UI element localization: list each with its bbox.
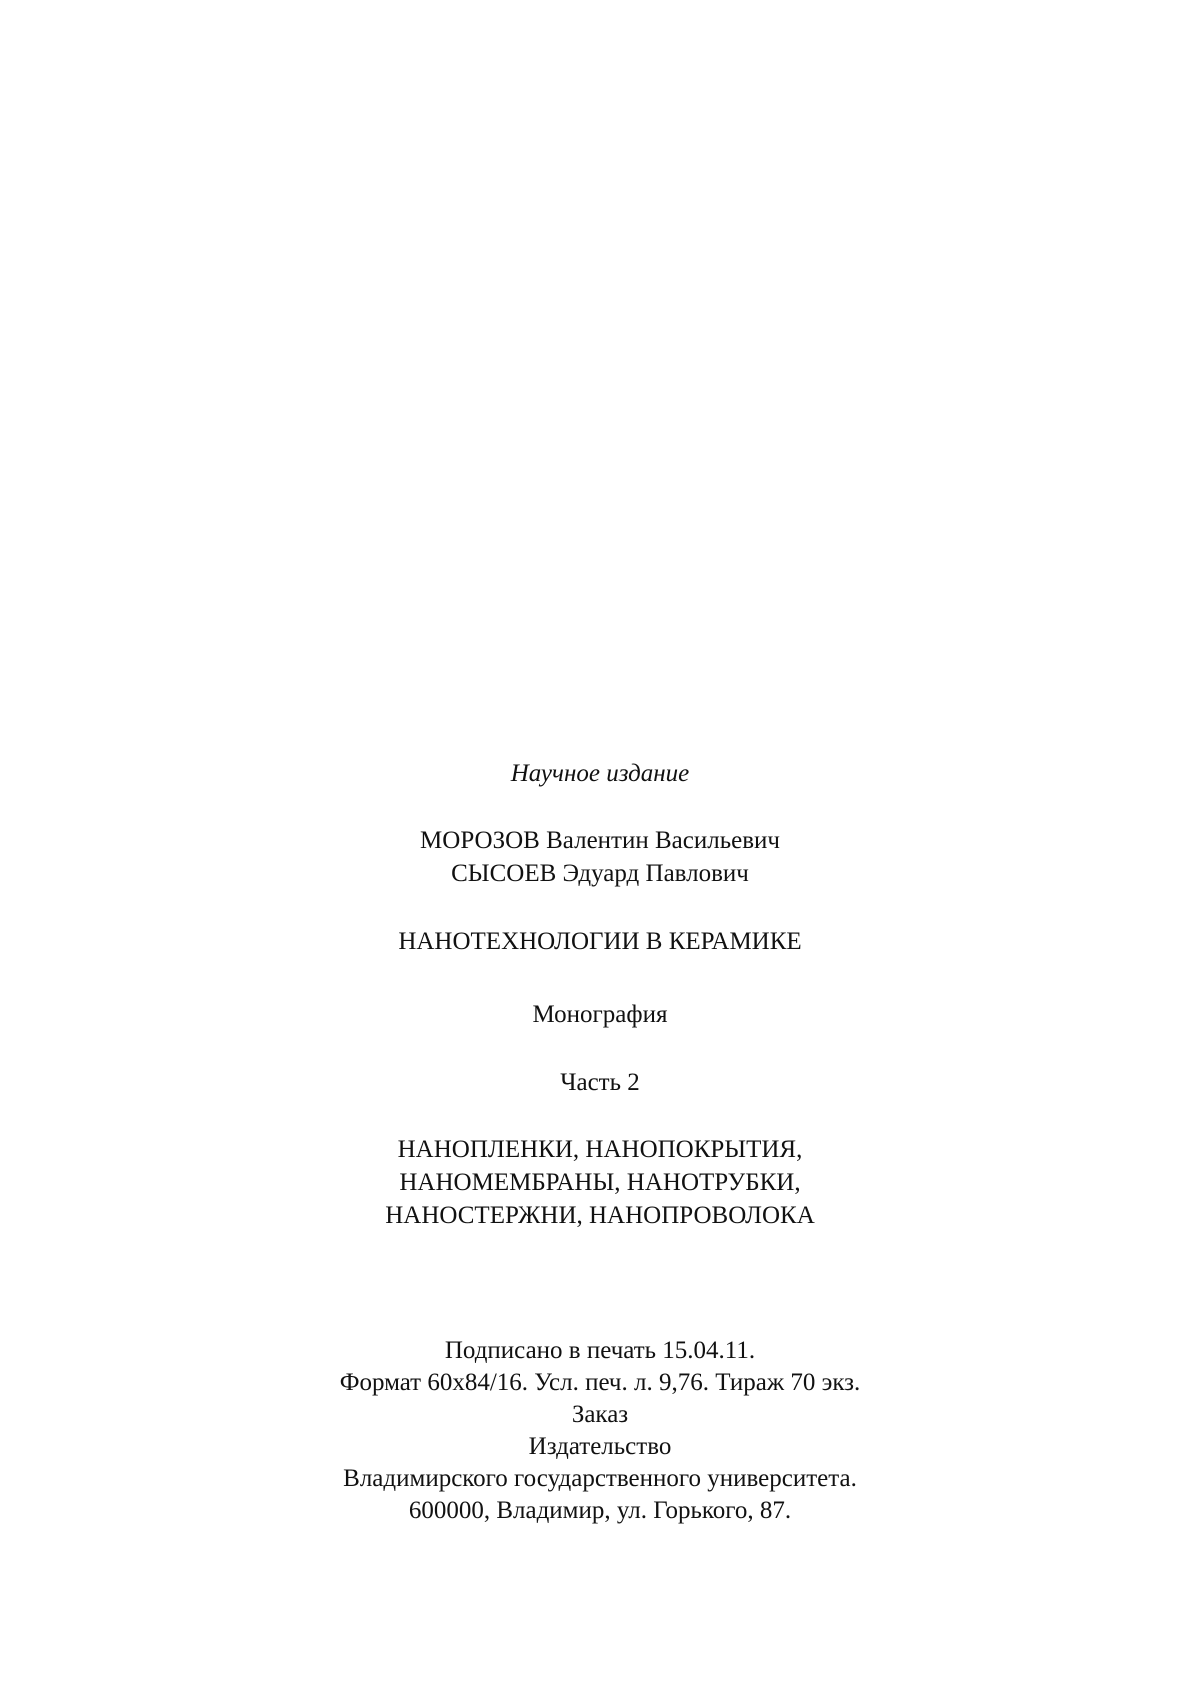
author-name: СЫСОЕВ Эдуард Павлович: [451, 860, 749, 887]
subtitle-block: [0, 1133, 1200, 1232]
authors-block: [0, 824, 1200, 890]
imprint-block: [0, 1335, 1200, 1527]
imprint-line: Заказ: [571, 1401, 629, 1428]
book-genre: Монография: [532, 1001, 668, 1028]
edition-type-block: [0, 757, 1200, 790]
part-block: [0, 1066, 1200, 1099]
book-part: Часть 2: [560, 1069, 640, 1096]
imprint-line: Подписано в печать 15.04.11.: [444, 1337, 756, 1364]
book-title-block: [0, 925, 1200, 958]
subtitle-line: НАНОПЛЕНКИ, НАНОПОКРЫТИЯ,: [397, 1136, 803, 1163]
imprint-line: Формат 60х84/16. Усл. печ. л. 9,76. Тираж 70 экз.: [339, 1369, 861, 1396]
imprint-line: Владимирского государственного университета.: [343, 1465, 857, 1492]
author-name: МОРОЗОВ Валентин Васильевич: [420, 827, 780, 854]
genre-block: [0, 998, 1200, 1031]
imprint-line: Издательство: [528, 1433, 672, 1460]
book-title: НАНОТЕХНОЛОГИИ В КЕРАМИКЕ: [398, 928, 802, 955]
imprint-line: 600000, Владимир, ул. Горького, 87.: [408, 1497, 792, 1524]
subtitle-line: НАНОМЕМБРАНЫ, НАНОТРУБКИ,: [399, 1169, 801, 1196]
edition-type: Научное издание: [510, 760, 690, 787]
subtitle-line: НАНОСТЕРЖНИ, НАНОПРОВОЛОКА: [385, 1202, 815, 1229]
